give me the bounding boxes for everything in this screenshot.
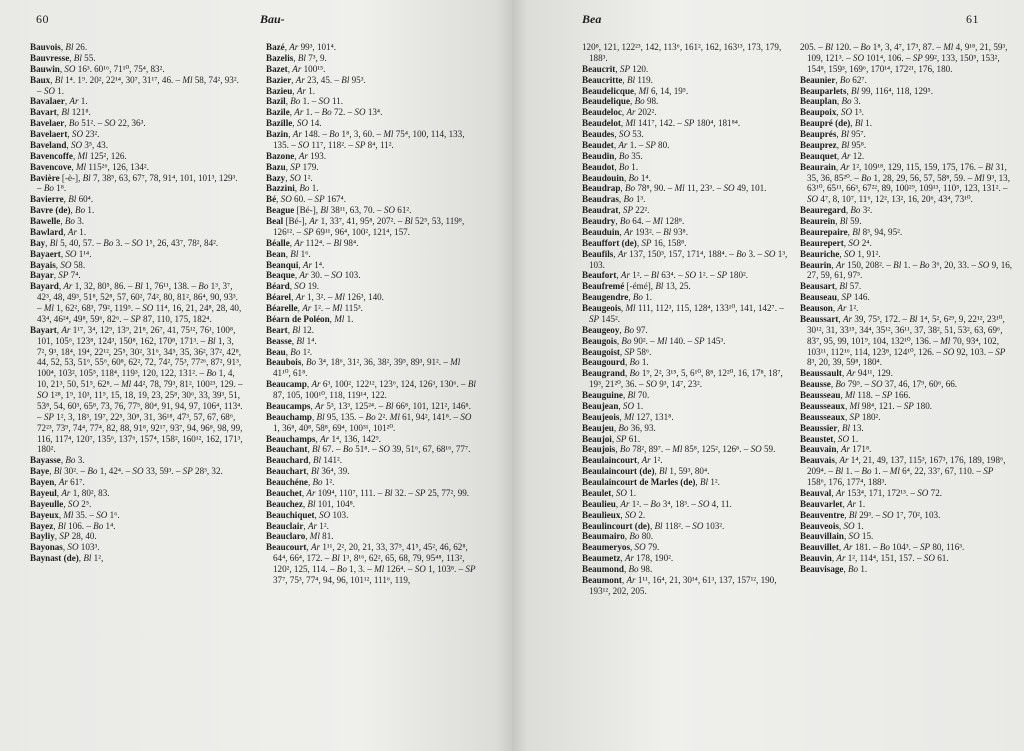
index-entry: Bavalaer, Ar 1. bbox=[30, 96, 88, 107]
running-head-left: Bau- bbox=[260, 12, 285, 26]
index-entry: Beaunier, Bo 62⁷. bbox=[800, 74, 867, 85]
index-entry: Beauvillet, Ar 181. – Bo 104³. – SP 80, 116³. bbox=[800, 542, 965, 553]
index-entry: Bean, Bl 1⁶. bbox=[266, 248, 311, 259]
index-entry: Beaugendre, Bo 1. bbox=[582, 292, 653, 303]
index-entry: Baynast (de), Bl 1², bbox=[30, 553, 104, 564]
index-entry: 205. – Bl 120. – Bo 1⁸, 3, 4⁷, 17³, 87. – Ml 4, 9¹⁸, 21, 59³, 109, 121³. – SO 101⁴, 106. – SP 99², 133, 150⁵, 153², 154⁸, 159³, 169⁶, 170¹⁴, 172²¹, 176, 180. bbox=[800, 42, 1008, 74]
index-entry: Beauvisage, Bo 1. bbox=[800, 564, 868, 574]
index-entry: Beaurein, Bl 59. bbox=[800, 216, 862, 226]
index-entry: Beauchant, Bl 67. – Bo 51⁸. – SO 39, 51⁶, 67, 68¹⁶, 77⁷. bbox=[266, 444, 471, 455]
index-entry: Beaumont, Ar 1¹¹, 16⁴, 21, 30¹⁴, 61³, 137, 157¹², 190, 193¹², 202, 205. bbox=[582, 574, 777, 596]
index-entry: Beauprez, Bl 95⁸. bbox=[800, 139, 867, 150]
index-entry: Bazil, Bo 1. – SO 11. bbox=[266, 96, 343, 107]
index-entry: Bayais, SO 58. bbox=[30, 259, 86, 270]
index-entry: Béarn de Poléon, Ml 1. bbox=[266, 313, 354, 324]
index-entry: Beaugois, Bo 90². – Ml 140. – SP 145³. bbox=[582, 335, 726, 346]
index-entry: Beaugeois, Ml 111, 112³, 115, 128⁴, 133¹⁰, 141, 142⁷. – SP 145². bbox=[582, 303, 784, 324]
index-entry: Bazieu, Ar 1. bbox=[266, 85, 316, 96]
index-entry: Beauvain, Ar 171⁸. bbox=[800, 444, 872, 455]
index-entry: Beausart, Bl 57. bbox=[800, 281, 862, 292]
index-entry: Beaudry, Bo 64. – Ml 128⁸. bbox=[582, 216, 685, 226]
index-entry: Beauduin, Ar 193². – Bl 93⁸. bbox=[582, 226, 688, 237]
index-entry: Bawlard, Ar 1. bbox=[30, 226, 87, 237]
index-entry: Beaudes, SO 53. bbox=[582, 129, 644, 139]
index-entry: Bayart, Ar 1¹⁷, 3⁴, 12⁹, 13⁹, 21⁸, 26⁷, 41, 75¹², 76¹, 100⁸, 101, 105⁶, 123⁸, 124³, 150⁸, 162, 170⁸, 171³. – Bl 1, 3, 7², 9³, 18⁴, 19⁴, 22¹², 25⁵, 30², 31⁶, 34⁵, 35, 36², 37², 42⁸, 44, 52, 53, 51⁶, 55⁶, 60⁸, 62², 72, 74², 75³, 77²⁶, 87², 91³, 100⁴, 103², 105⁵, 118⁴, 119³, 120, 122, 131². – Bo 1, 4, 10, 21³, 50, 51⁵, 62⁸. – Ml 44², 78, 79³, 81², 100²³, 129. – SO 1²⁸, 1⁹, 10³, 11⁵, 15, 18, 19, 23, 25⁸, 30⁶, 33, 39³, 51, 53⁸, 54, 60³, 65⁸, 73, 76, 77⁵, 80⁴, 91, 94, 97, 106⁴, 113⁴. – SP 1², 3, 18³, 19⁷, 22⁵, 30⁸, 31, 36¹⁸, 47³, 57, 67, 68⁶, 72²³, 73⁹, 74⁴, 77⁴, 82, 88, 91⁸, 92¹⁷, 93⁷, 94, 96⁸, 98, 99, 116, 117⁴, 120⁷, 135⁶, 137⁶, 157⁴, 158², 160¹², 162, 171³, 180². bbox=[30, 324, 243, 455]
index-entry: Bauvresse, Bl 55. bbox=[30, 52, 96, 63]
index-entry: Beauvarlet, Ar 1. bbox=[800, 498, 866, 509]
index-entry: Beauson, Ar 1². bbox=[800, 303, 859, 313]
index-entry: Beauvais, Ar 1⁴, 21, 49, 137, 115³, 167³, 176, 189, 198⁶, 209⁴. – Bl 1. – Bo 1. – Ml 6⁴, 22, 33⁷, 67, 110. – SP 158⁶, 176, 177⁴, 188³. bbox=[800, 455, 1006, 487]
index-entry: Beauprés, Bl 95⁷. bbox=[800, 129, 866, 139]
index-entry: Beaugrand, Bo 1⁹, 2², 3¹⁵, 5, 6¹⁰, 8⁸, 12²⁰, 16, 17⁸, 18⁷, 19³, 21²⁰, 36. – SO 9³, 14⁷, 23². bbox=[582, 368, 783, 390]
index-entry: Bavelaer, Bo 51². – SO 22, 36³. bbox=[30, 118, 146, 129]
index-entry: Beaucamps, Ar 5³, 13³, 125²⁴. – Bl 66⁸, 101, 121², 146⁸. bbox=[266, 400, 471, 411]
index-entry: Beaussier, Bl 13. bbox=[800, 422, 864, 433]
index-entry: Beasse, Bl 1⁴. bbox=[266, 335, 317, 346]
index-entry: Bé, SO 60. – SP 167⁴. bbox=[266, 194, 346, 205]
index-entry: Beaucourt, Ar 1¹¹, 2², 20, 21, 33, 37⁵, 41⁵, 45², 46, 62⁸, 64⁴, 66⁴, 172. – Bl 1³, 8¹⁶, 62², 65, 68, 79, 95⁴⁸, 113², 120², 125, 114. – Bo 1, 3. – Ml 126⁴. – SO 1, 103⁸. – SP 37⁷, 75³, 77⁴, 94, 96, 101¹², 111⁶, 119, bbox=[266, 542, 476, 585]
index-entry: Beauparlets, Bl 99, 116⁴, 118, 129⁵. bbox=[800, 85, 933, 96]
index-entry: Beaustet, SO 1. bbox=[800, 433, 859, 444]
index-entry: Baveland, SO 3⁵, 43. bbox=[30, 139, 108, 150]
index-entry: Beart, Bl 12. bbox=[266, 324, 314, 335]
index-entry: Beaujeu, Bo 36, 93. bbox=[582, 422, 656, 433]
index-entry: Beaumond, Bo 98. bbox=[582, 564, 653, 574]
index-entry: Beaudet, Ar 1. – SP 80. bbox=[582, 139, 670, 150]
index-entry: Beaudin, Bo 35. bbox=[582, 150, 643, 161]
index-entry: Beaubois, Bo 3⁴, 18⁶, 31², 36, 38², 39⁵, 89³, 91². – Ml 41¹⁰, 61⁸. bbox=[266, 357, 461, 379]
index-entry: Beaurin, Ar 150, 208². – Bl 1. – Bo 3⁶, 20, 33. – SO 9, 16, 27, 59, 61, 97⁵. bbox=[800, 259, 1013, 281]
right-page bbox=[512, 0, 1024, 751]
index-entry: Bavencoffe, Ml 125², 126. bbox=[30, 150, 127, 161]
index-entry: Beaumetz, Ar 178, 190². bbox=[582, 553, 674, 564]
index-column-2 bbox=[266, 42, 479, 586]
index-entry: Beauquet, Ar 12. bbox=[800, 150, 865, 161]
index-entry: Beausseaux, Ml 98⁴, 121. – SP 180. bbox=[800, 400, 933, 411]
index-entry: Beaujois, Bo 78², 89⁷. – Ml 85⁸, 125², 126⁸. – SO 59. bbox=[582, 444, 776, 455]
index-entry: Beaurepaire, Bl 8³, 94, 95². bbox=[800, 226, 903, 237]
index-entry: Béard, SO 19. bbox=[266, 281, 320, 292]
index-entry: Beauchiquet, SO 103. bbox=[266, 509, 349, 520]
index-entry: Beauguine, Bl 70. bbox=[582, 390, 650, 400]
index-entry: Beal [Bé-], Ar 1, 33⁷, 41, 95⁸, 207². – Bl 52⁵, 53, 119⁸, 126¹². – SP 69¹¹, 96⁴, 100², 121⁴, 157. bbox=[266, 216, 465, 237]
index-entry: Beau, Bo 1². bbox=[266, 346, 313, 357]
index-entry: Beaugourd, Bo 1. bbox=[582, 357, 649, 368]
index-entry: Beaurain, Ar 1², 109¹⁸, 129, 115, 159, 175, 176. – Bl 31, 35, 36, 85²⁰. – Bo 1, 28, 29, 56, 57, 58⁸, 59. – Ml 9³, 13, 63¹⁰, 65¹¹, 66³, 67²², 89, 100²⁹, 109¹³, 110⁵, 123, 131². – SO 4⁷, 8, 10⁷, 11⁶, 12², 13², 16, 20⁶, 43⁴, 73¹⁰. bbox=[800, 161, 1011, 205]
index-entry: Bavart, Bl 121⁸. bbox=[30, 107, 91, 118]
index-entry: Beaugoist, SP 58⁶. bbox=[582, 346, 652, 357]
index-entry: Beaudouin, Bo 1⁴. bbox=[582, 172, 651, 183]
index-entry: Béarelle, Ar 1². – Ml 115³. bbox=[266, 303, 363, 313]
index-entry: Bavierre, Bl 60⁴. bbox=[30, 194, 94, 205]
index-entry: Beauplan, Bo 3. bbox=[800, 96, 861, 107]
index-entry: Bayliy, SP 28, 40. bbox=[30, 531, 97, 542]
index-entry: Bazet, Ar 100¹⁵. bbox=[266, 63, 326, 74]
index-entry: Bavelaert, SO 23². bbox=[30, 129, 100, 139]
index-entry: Bazu, SP 179. bbox=[266, 161, 319, 172]
index-entry: Bayasse, Bo 3. bbox=[30, 455, 85, 466]
index-entry: Bazzini, Bo 1. bbox=[266, 183, 319, 194]
index-entry: Beaurepert, SO 2⁴. bbox=[800, 237, 872, 248]
index-entry: Bazelis, Bl 7³, 9. bbox=[266, 52, 327, 63]
index-entry: Beaufremé [-émé], Bl 13, 25. bbox=[582, 281, 691, 292]
index-entry: Beauriche, SO 1, 91². bbox=[800, 248, 881, 259]
index-entry: Beauchez, Bl 101, 104⁸. bbox=[266, 498, 356, 509]
index-entry: Beaupré (de), Bl 1. bbox=[800, 118, 872, 129]
index-entry: Bayar, SP 7⁴. bbox=[30, 270, 81, 281]
index-entry: Beaupoix, SO 1³. bbox=[800, 107, 864, 118]
index-entry: Bayez, Bl 106. – Bo 1⁴. bbox=[30, 520, 116, 531]
index-entry: Beaumeryos, SO 79. bbox=[582, 542, 660, 553]
index-entry: Bazille, SO 14. bbox=[266, 118, 322, 129]
index-entry: Beaulieux, SO 2. bbox=[582, 509, 646, 520]
index-entry: Beauchet, Ar 109⁴, 110⁷, 111. – Bl 32. – SP 25, 77², 99. bbox=[266, 487, 470, 498]
index-entry: Baux, Bl 1⁴. 1⁹. 20², 22¹⁴, 30⁷, 31¹⁷, 46. – Ml 58, 74², 93². – SO 1. bbox=[30, 74, 239, 96]
index-entry: Beauclaro, Ml 81. bbox=[266, 531, 334, 542]
index-entry: Beaudrat, SP 22². bbox=[582, 205, 650, 216]
index-entry: Beauchéne, Bo 1². bbox=[266, 477, 335, 487]
index-entry: Bayard, Ar 1, 32, 80⁵, 86. – Bl 1, 76¹¹, 138. – Bo 1³, 3⁷, 42³, 48, 49³, 51⁸, 52⁸, 57, 60², 74², 80, 81², 86⁴, 90, 93³. – Ml 1, 62², 68³, 79², 119⁵. – SO 11⁴, 16, 21, 24⁸, 28, 40, 43⁴, 46²⁴, 49⁸, 59⁶, 82⁶. – SP 87, 110, 175, 182⁴. bbox=[30, 281, 242, 324]
index-entry: Beausseaux, SP 180². bbox=[800, 411, 881, 422]
index-entry: Beaucritte, Bl 119. bbox=[582, 74, 653, 85]
index-entry: 120⁸, 121, 122²³, 142, 113⁶, 161², 162, 163¹³, 173, 179, 188³. bbox=[582, 42, 782, 63]
index-entry: Bavre (de), Bo 1. bbox=[30, 205, 95, 216]
index-entry: Bayen, Ar 61⁷. bbox=[30, 477, 85, 487]
index-entry: Bazier, Ar 23, 45. – Bl 95³. bbox=[266, 74, 366, 85]
running-head-right: Bea bbox=[582, 12, 602, 26]
index-entry: Bawelle, Bo 3. bbox=[30, 216, 85, 226]
index-entry: Beaufils, Ar 137, 150³, 157, 171⁴, 188⁴. – Bo 3. – SO 1³, 103. bbox=[582, 248, 788, 270]
index-entry: Beanqui, Ar 1⁴. bbox=[266, 259, 325, 270]
index-entry: Beaucrit, SP 120. bbox=[582, 63, 649, 74]
index-entry: Beaussart, Ar 39, 75³, 172. – Bl 1⁴, 5², 6²⁹, 9, 22¹², 23¹⁰, 30¹², 31, 33¹⁵, 34⁴, 35¹², 36¹¹, 37, 38², 51, 53², 63, 69⁶, 83⁷, 95, 99, 101⁹, 104, 132¹⁰, 136. – Ml 70, 93⁴, 102, 103¹¹, 112¹⁶, 114, 123⁸, 124¹⁰, 126. – SO 92, 103. – SP 8³, 20, 39, 59⁸, 180⁴. bbox=[800, 313, 1006, 368]
index-entry: Beaque, Ar 30. – SO 103. bbox=[266, 270, 361, 281]
index-entry: Beauclair, Ar 1². bbox=[266, 520, 329, 531]
index-entry: Beaussault, Ar 94¹¹, 129. bbox=[800, 368, 893, 379]
index-entry: Beauventre, Bl 29³. – SO 1⁷, 70², 103. bbox=[800, 509, 941, 520]
index-entry: Beauchamp, Bl 95, 135. – Bo 2². Ml 61, 94², 141⁸. – SO 1, 36⁸, 40⁸, 58⁸, 69⁴, 100³¹, 101²⁰. bbox=[266, 411, 472, 433]
index-entry: Beauveois, SO 1. bbox=[800, 520, 864, 531]
index-column-3 bbox=[582, 42, 795, 597]
index-entry: Beaudrap, Bo 78⁸, 90. – Ml 11, 23³. – SO 49, 101. bbox=[582, 183, 767, 194]
index-entry: Bayonas, SO 103³. bbox=[30, 542, 100, 553]
index-entry: Beauffort (de), SP 16, 158⁸. bbox=[582, 237, 687, 248]
index-entry: Beaulaincourt (de), Bl 1, 59³, 80⁴. bbox=[582, 466, 710, 477]
index-entry: Bayeulle, SO 2⁵. bbox=[30, 498, 92, 509]
index-entry: Beauregard, Bo 3². bbox=[800, 205, 873, 216]
index-entry: Beaulaincourt de Marles (de), Bl 1². bbox=[582, 477, 720, 487]
index-entry: Bavière [-è-], Bl 7, 38⁵, 63, 67⁷, 78, 91⁴, 101, 101³, 129³. – Bo 1⁸. bbox=[30, 172, 238, 194]
page-number-right: 61 bbox=[966, 12, 979, 26]
index-entry: Beaudelicque, Ml 6, 14, 19⁵. bbox=[582, 85, 689, 96]
index-entry: Beaumairo, Bo 80. bbox=[582, 531, 654, 542]
index-entry: Beaulaincourt, Ar 1². bbox=[582, 455, 663, 466]
index-entry: Beauvillain, SO 15. bbox=[800, 531, 874, 542]
index-entry: Bazone, Ar 193. bbox=[266, 150, 327, 161]
index-entry: Beauchart, Bl 36⁴, 39. bbox=[266, 466, 350, 477]
index-entry: Bazé, Ar 99³, 101⁴. bbox=[266, 42, 337, 52]
index-entry: Beaucamp, Ar 6³, 100², 122¹², 123⁶, 124, 126³, 130⁶. – Bl 87, 105, 100¹⁰, 118, 119¹⁴, 122. bbox=[266, 379, 476, 400]
index-entry: Beaugeoy, Bo 97. bbox=[582, 324, 648, 335]
index-entry: Beaulincourt (de), Bl 118². – SO 103². bbox=[582, 520, 725, 531]
index-entry: Beauchard, Bl 141². bbox=[266, 455, 343, 466]
index-entry: Bavencove, Ml 115²⁶, 126, 134². bbox=[30, 161, 149, 172]
index-column-4 bbox=[800, 42, 1013, 575]
index-entry: Bauwin, SO 16³. 60¹⁶, 71¹⁰, 75⁴, 83². bbox=[30, 63, 165, 74]
index-entry: Bazy, SO 1². bbox=[266, 172, 313, 183]
index-entry: Beaulieu, Ar 1². – Bo 3⁴, 18³. – SO 4, 11. bbox=[582, 498, 732, 509]
index-entry: Baye, Bl 30². – Bo 1, 42⁴. – SO 33, 59³. – SP 28³, 32. bbox=[30, 466, 223, 477]
index-entry: Beaudelique, Bo 98. bbox=[582, 96, 659, 107]
index-entry: Bazile, Ar 1. – Bo 72. – SO 13⁴. bbox=[266, 107, 383, 118]
index-entry: Beaulet, SO 1. bbox=[582, 487, 637, 498]
index-entry: Beausseau, Ml 118. – SP 166. bbox=[800, 390, 911, 400]
page-number-left: 60 bbox=[36, 12, 49, 26]
index-entry: Bayaert, SO 1¹⁴. bbox=[30, 248, 92, 259]
index-entry: Beaudelot, Ml 141⁷, 142. – SP 180⁴, 181⁸⁴. bbox=[582, 118, 741, 129]
index-entry: Beaufort, Ar 1². – Bl 63⁴. – SO 1². – SP 180². bbox=[582, 270, 748, 281]
index-entry: Bayeul, Ar 1, 80², 83. bbox=[30, 487, 110, 498]
index-column-1 bbox=[30, 42, 243, 564]
index-entry: Bazin, Ar 148. – Bo 1⁸, 3, 60. – Ml 75⁴, 100, 114, 133, 135. – SO 11⁷, 118². – SP 8⁴, 11². bbox=[266, 129, 465, 150]
index-entry: Bay, Bl 5, 40, 57. – Bo 3. – SO 1⁵, 26, 43⁷, 78², 84². bbox=[30, 237, 219, 248]
index-entry: Bauvois, Bl 26. bbox=[30, 42, 88, 52]
index-entry: Béalle, Ar 112⁴. – Bl 98⁴. bbox=[266, 237, 359, 248]
index-entry: Beaujoi, SP 61. bbox=[582, 433, 641, 444]
index-entry: Beauval, Ar 153⁴, 171, 172¹³. – SO 72. bbox=[800, 487, 943, 498]
index-entry: Beausse, Bo 79⁵. – SO 37, 46, 17⁹, 60⁶, 66. bbox=[800, 379, 958, 390]
index-entry: Beaujean, SO 1. bbox=[582, 400, 644, 411]
index-entry: Bayeux, Ml 35. – SO 1⁶. bbox=[30, 509, 120, 520]
index-entry: Beaujeois, Ml 127, 131⁸. bbox=[582, 411, 674, 422]
index-entry: Beauseau, SP 146. bbox=[800, 292, 870, 303]
index-entry: Beague [Bé-], Bl 38¹¹, 63, 70. – SO 61². bbox=[266, 205, 412, 216]
index-entry: Beaudras, Bo 1³. bbox=[582, 194, 646, 205]
index-entry: Beaudot, Bo 1. bbox=[582, 161, 639, 172]
index-entry: Beauchamps, Ar 1⁴, 136, 142⁹. bbox=[266, 433, 381, 444]
index-entry: Beaudeloc, Ar 202². bbox=[582, 107, 657, 118]
index-entry: Beauvin, Ar 1², 114⁴, 151, 157. – SO 61. bbox=[800, 553, 949, 564]
index-entry: Béarel, Ar 1, 3². – Ml 126³, 140. bbox=[266, 292, 384, 303]
